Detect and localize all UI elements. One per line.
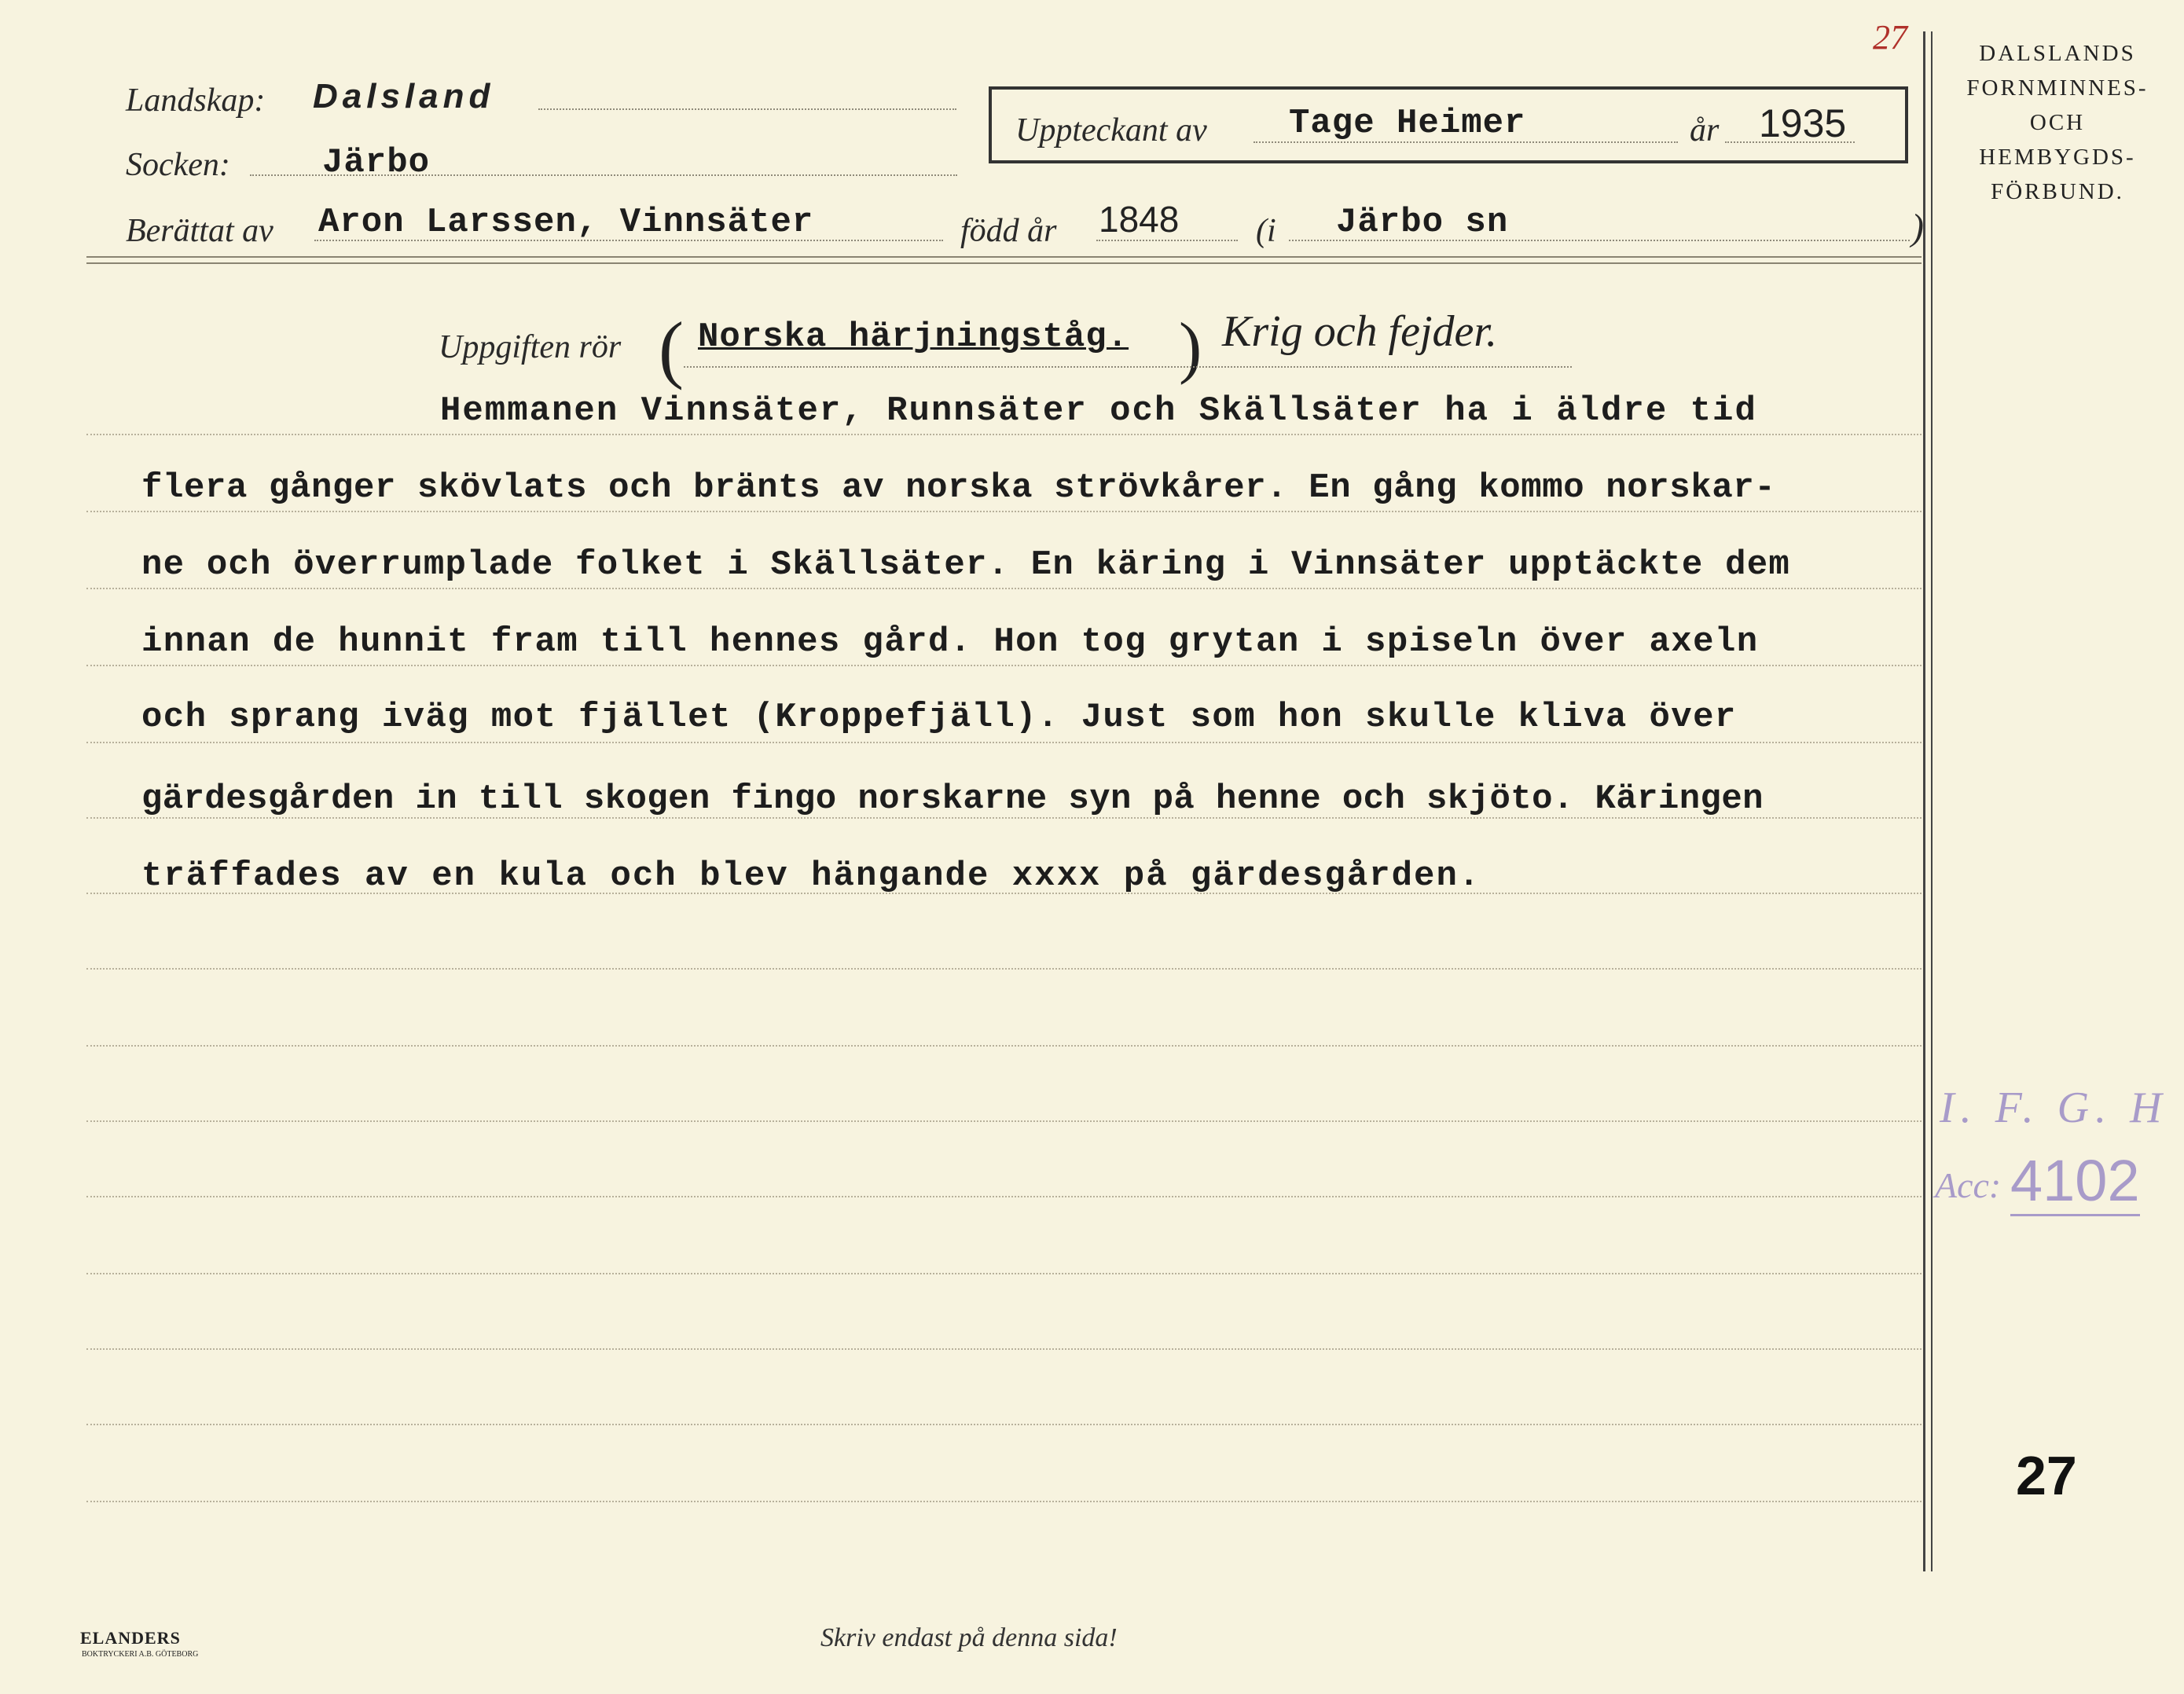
org-name	[1940, 36, 2175, 209]
subject-handwritten: Krig och fejder.	[1222, 307, 1497, 356]
landskap-label: Landskap:	[126, 82, 266, 119]
stamp-acc-number: 4102	[2010, 1147, 2140, 1216]
org-line: OCH	[2029, 110, 2086, 135]
body-line: ne och överrumplade folket i Skällsäter. En käring i Vinnsäter upptäckte dem	[141, 545, 1790, 585]
body-line: och sprang iväg mot fjället (Kroppefjäll). Just som hon skulle kliva över	[141, 698, 1737, 737]
org-line: FORNMINNES-	[1966, 75, 2149, 101]
i-label: (i	[1256, 213, 1276, 249]
org-line: FÖRBUND.	[1991, 179, 2124, 204]
i-value: Järbo sn	[1336, 203, 1509, 242]
berattat-label: Berättat av	[126, 213, 273, 249]
stamp-line1: I. F. G. H	[1940, 1084, 2168, 1132]
close-paren: )	[1911, 207, 1924, 248]
footer-instruction: Skriv endast på denna sida!	[820, 1623, 1118, 1652]
body-line: träffades av en kula och blev hängande xxxx på gärdesgården.	[141, 856, 1481, 896]
body-line: flera gånger skövlats och bränts av norska strövkårer. En gång kommo norskar-	[141, 468, 1776, 508]
page-number-top: 27	[1873, 18, 1907, 57]
socken-value: Järbo	[322, 143, 431, 182]
ar-value: 1935	[1759, 101, 1847, 145]
subject-label: Uppgiften rör	[439, 329, 622, 365]
berattat-value: Aron Larssen, Vinnsäter	[318, 203, 814, 242]
stamp-acc-label: Acc:	[1935, 1165, 2002, 1205]
body-line: innan de hunnit fram till hennes gård. Hon tog grytan i spiseln över axeln	[141, 622, 1759, 662]
subject-close-paren: )	[1179, 310, 1202, 386]
socken-label: Socken:	[126, 147, 230, 183]
printer-logo: ELANDERS	[80, 1628, 181, 1648]
fodd-label: född år	[960, 213, 1057, 249]
card-number: 27	[2016, 1445, 2077, 1506]
org-line: HEMBYGDS-	[1979, 145, 2136, 170]
upptecknat-label: Uppteckant av	[1015, 112, 1207, 148]
body-line: Hemmanen Vinnsäter, Runnsäter och Skällsäter ha i äldre tid	[440, 391, 1757, 431]
org-line: DALSLANDS	[1979, 41, 2136, 66]
body-line: gärdesgården in till skogen fingo norskarne syn på henne och skjöto. Käringen	[141, 779, 1764, 819]
upptecknat-value: Tage Heimer	[1289, 104, 1526, 143]
printer-sub: BOKTRYCKERI A.B. GÖTEBORG	[82, 1650, 199, 1659]
landskap-value: Dalsland	[313, 77, 495, 116]
subject-open-paren: (	[659, 306, 684, 390]
subject-typed: Norska härjningståg.	[698, 317, 1129, 357]
fodd-value: 1848	[1099, 199, 1180, 240]
ar-label: år	[1690, 112, 1720, 148]
